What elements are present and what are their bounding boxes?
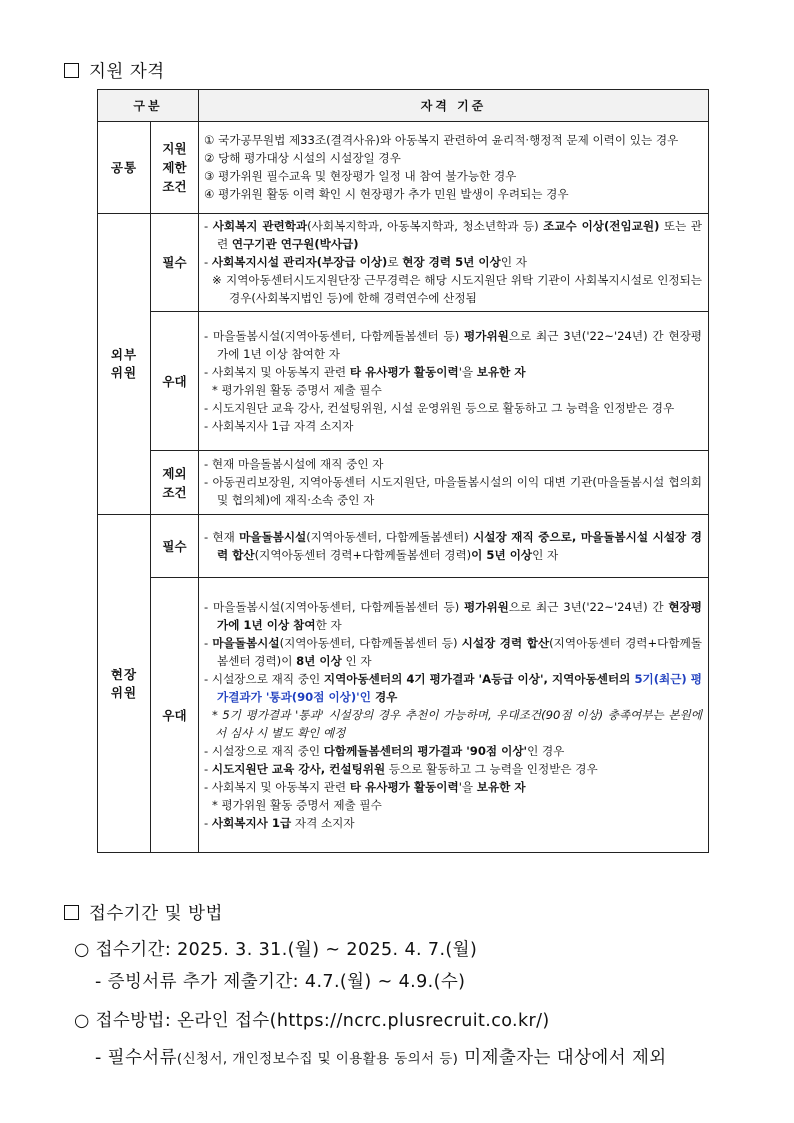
note-item: ※ 지역아동센터시도지원단장 근무경력은 해당 시도지원단 위탁 기관이 사회복지시설로 인정되는 경우(사회복지법인 등)에 한해 경력연수에 산정됨 (212, 273, 702, 305)
common-conditions (199, 122, 709, 214)
table-row (98, 578, 709, 853)
list-item: - 시설장으로 재직 중인 다함께돌봄센터의 평가결과 '90점 이상'인 경우 (204, 743, 565, 758)
sub-required: 필수 (151, 515, 199, 578)
section-title: 접수기간 및 방법 (89, 904, 223, 924)
list-item: ④ 평가위원 활동 이력 확인 시 현장평가 추가 민원 발생이 우려되는 경우 (204, 187, 569, 201)
list-item: - 시설장으로 재직 중인 지역아동센터의 4기 평가결과 'A등급 이상', 지역아동센터의 5기(최근) 평가결과가 '통과(90점 이상)'인 경우 (204, 671, 702, 704)
onsite-preferred (199, 578, 709, 853)
section-heading-eligibility (64, 58, 165, 83)
list-item: - 마을돌봄시설(지역아동센터, 다함께돌봄센터 등) 시설장 경력 합산(지역아동센터 경력+다함께돌봄센터 경력)이 8년 이상 인 자 (204, 635, 702, 668)
list-item: - 현재 마을돌봄시설(지역아동센터, 다함께돌봄센터) 시설장 재직 중으로, 마을돌봄시설 시설장 경력 합산(지역아동센터 경력+다함께돌봄센터 경력)이 5년 이상인 자 (204, 529, 702, 562)
list-item: - 사회복지 관련학과(사회복지학과, 아동복지학과, 청소년학과 등) 조교수 이상(전임교원) 또는 관련 연구기관 연구원(박사급) (204, 219, 702, 251)
category-external: 외부 위원 (98, 214, 151, 515)
list-item: ① 국가공무원법 제33조(결격사유)와 아동복지 관련하여 윤리적·행정적 문제 이력이 있는 경우 (204, 133, 679, 147)
note-item: * 평가위원 활동 증명서 제출 필수 (212, 797, 382, 812)
application-method: ○ 접수방법: 온라인 접수(https://ncrc.plusrecruit.co.kr/) (74, 1011, 550, 1031)
list-item: - 아동권리보장원, 지역아동센터 시도지원단, 마을돌봄시설의 이익 대변 기관(마을돌봄시설 협의회 및 협의체)에 재직·소속 중인 자 (204, 475, 702, 507)
table-row (98, 214, 709, 312)
table-row (98, 312, 709, 451)
list-item: - 시도지원단 교육 강사, 컨설팅위원 등으로 활동하고 그 능력을 인정받은 경우 (204, 761, 598, 776)
list-item: ③ 평가위원 필수교육 및 현장평가 일정 내 참여 불가능한 경우 (204, 169, 517, 183)
required-docs-note: - 필수서류(신청서, 개인정보수집 및 이용활용 동의서 등) 미제출자는 대상에서 제외 (95, 1048, 667, 1068)
external-excluded (199, 451, 709, 515)
checkbox-square-icon (64, 905, 79, 920)
header-category: 구분 (98, 90, 199, 122)
header-criteria: 자격 기준 (199, 90, 709, 122)
section-heading-application (64, 900, 223, 925)
section-title: 지원 자격 (89, 62, 165, 82)
list-item: - 사회복지시설 관리자(부장급 이상)로 현장 경력 5년 이상인 자 (204, 255, 527, 269)
list-item: - 마을돌봄시설(지역아동센터, 다함께돌봄센터 등) 평가위원으로 최근 3년('22~'24년) 간 현장평가에 1년 이상 참여한 자 (204, 599, 703, 632)
table-row (98, 122, 709, 214)
eligibility-table (97, 89, 709, 853)
list-item: ② 당해 평가대상 시설의 시설장일 경우 (204, 151, 401, 165)
list-item: - 현재 마을돌봄시설에 재직 중인 자 (204, 457, 384, 471)
category-common: 공통 (98, 122, 151, 214)
onsite-required (199, 515, 709, 578)
extra-docs-period: - 증빙서류 추가 제출기간: 4.7.(월) ~ 4.9.(수) (95, 972, 466, 992)
sub-preferred: 우대 (151, 312, 199, 451)
list-item: - 사회복지사 1급 자격 소지자 (204, 418, 354, 433)
category-onsite: 현장 위원 (98, 515, 151, 853)
checkbox-square-icon (64, 63, 79, 78)
note-item: * 평가위원 활동 증명서 제출 필수 (212, 382, 382, 397)
table-header-row (98, 90, 709, 122)
sub-excluded: 제외 조건 (151, 451, 199, 515)
external-required (199, 214, 709, 312)
list-item: - 사회복지사 1급 자격 소지자 (204, 815, 355, 830)
list-item: - 마을돌봄시설(지역아동센터, 다함께돌봄센터 등) 평가위원으로 최근 3년('22~'24년) 간 현장평가에 1년 이상 참여한 자 (204, 328, 702, 361)
list-item: - 사회복지 및 아동복지 관련 타 유사평가 활동이력'을 보유한 자 (204, 364, 526, 379)
sub-required: 필수 (151, 214, 199, 312)
note-item: * 5기 평가결과 '통과' 시설장의 경우 추천이 가능하며, 우대조건(90점 이상) 충족여부는 본원에서 심사 시 별도 확인 예정 (212, 707, 702, 740)
sub-preferred: 우대 (151, 578, 199, 853)
table-row (98, 515, 709, 578)
list-item: - 시도지원단 교육 강사, 컨설팅위원, 시설 운영위원 등으로 활동하고 그 능력을 인정받은 경우 (204, 400, 675, 415)
table-row (98, 451, 709, 515)
sub-restriction: 지원 제한 조건 (151, 122, 199, 214)
external-preferred (199, 312, 709, 451)
application-period: ○ 접수기간: 2025. 3. 31.(월) ~ 2025. 4. 7.(월) (74, 940, 478, 960)
list-item: - 사회복지 및 아동복지 관련 타 유사평가 활동이력'을 보유한 자 (204, 779, 526, 794)
